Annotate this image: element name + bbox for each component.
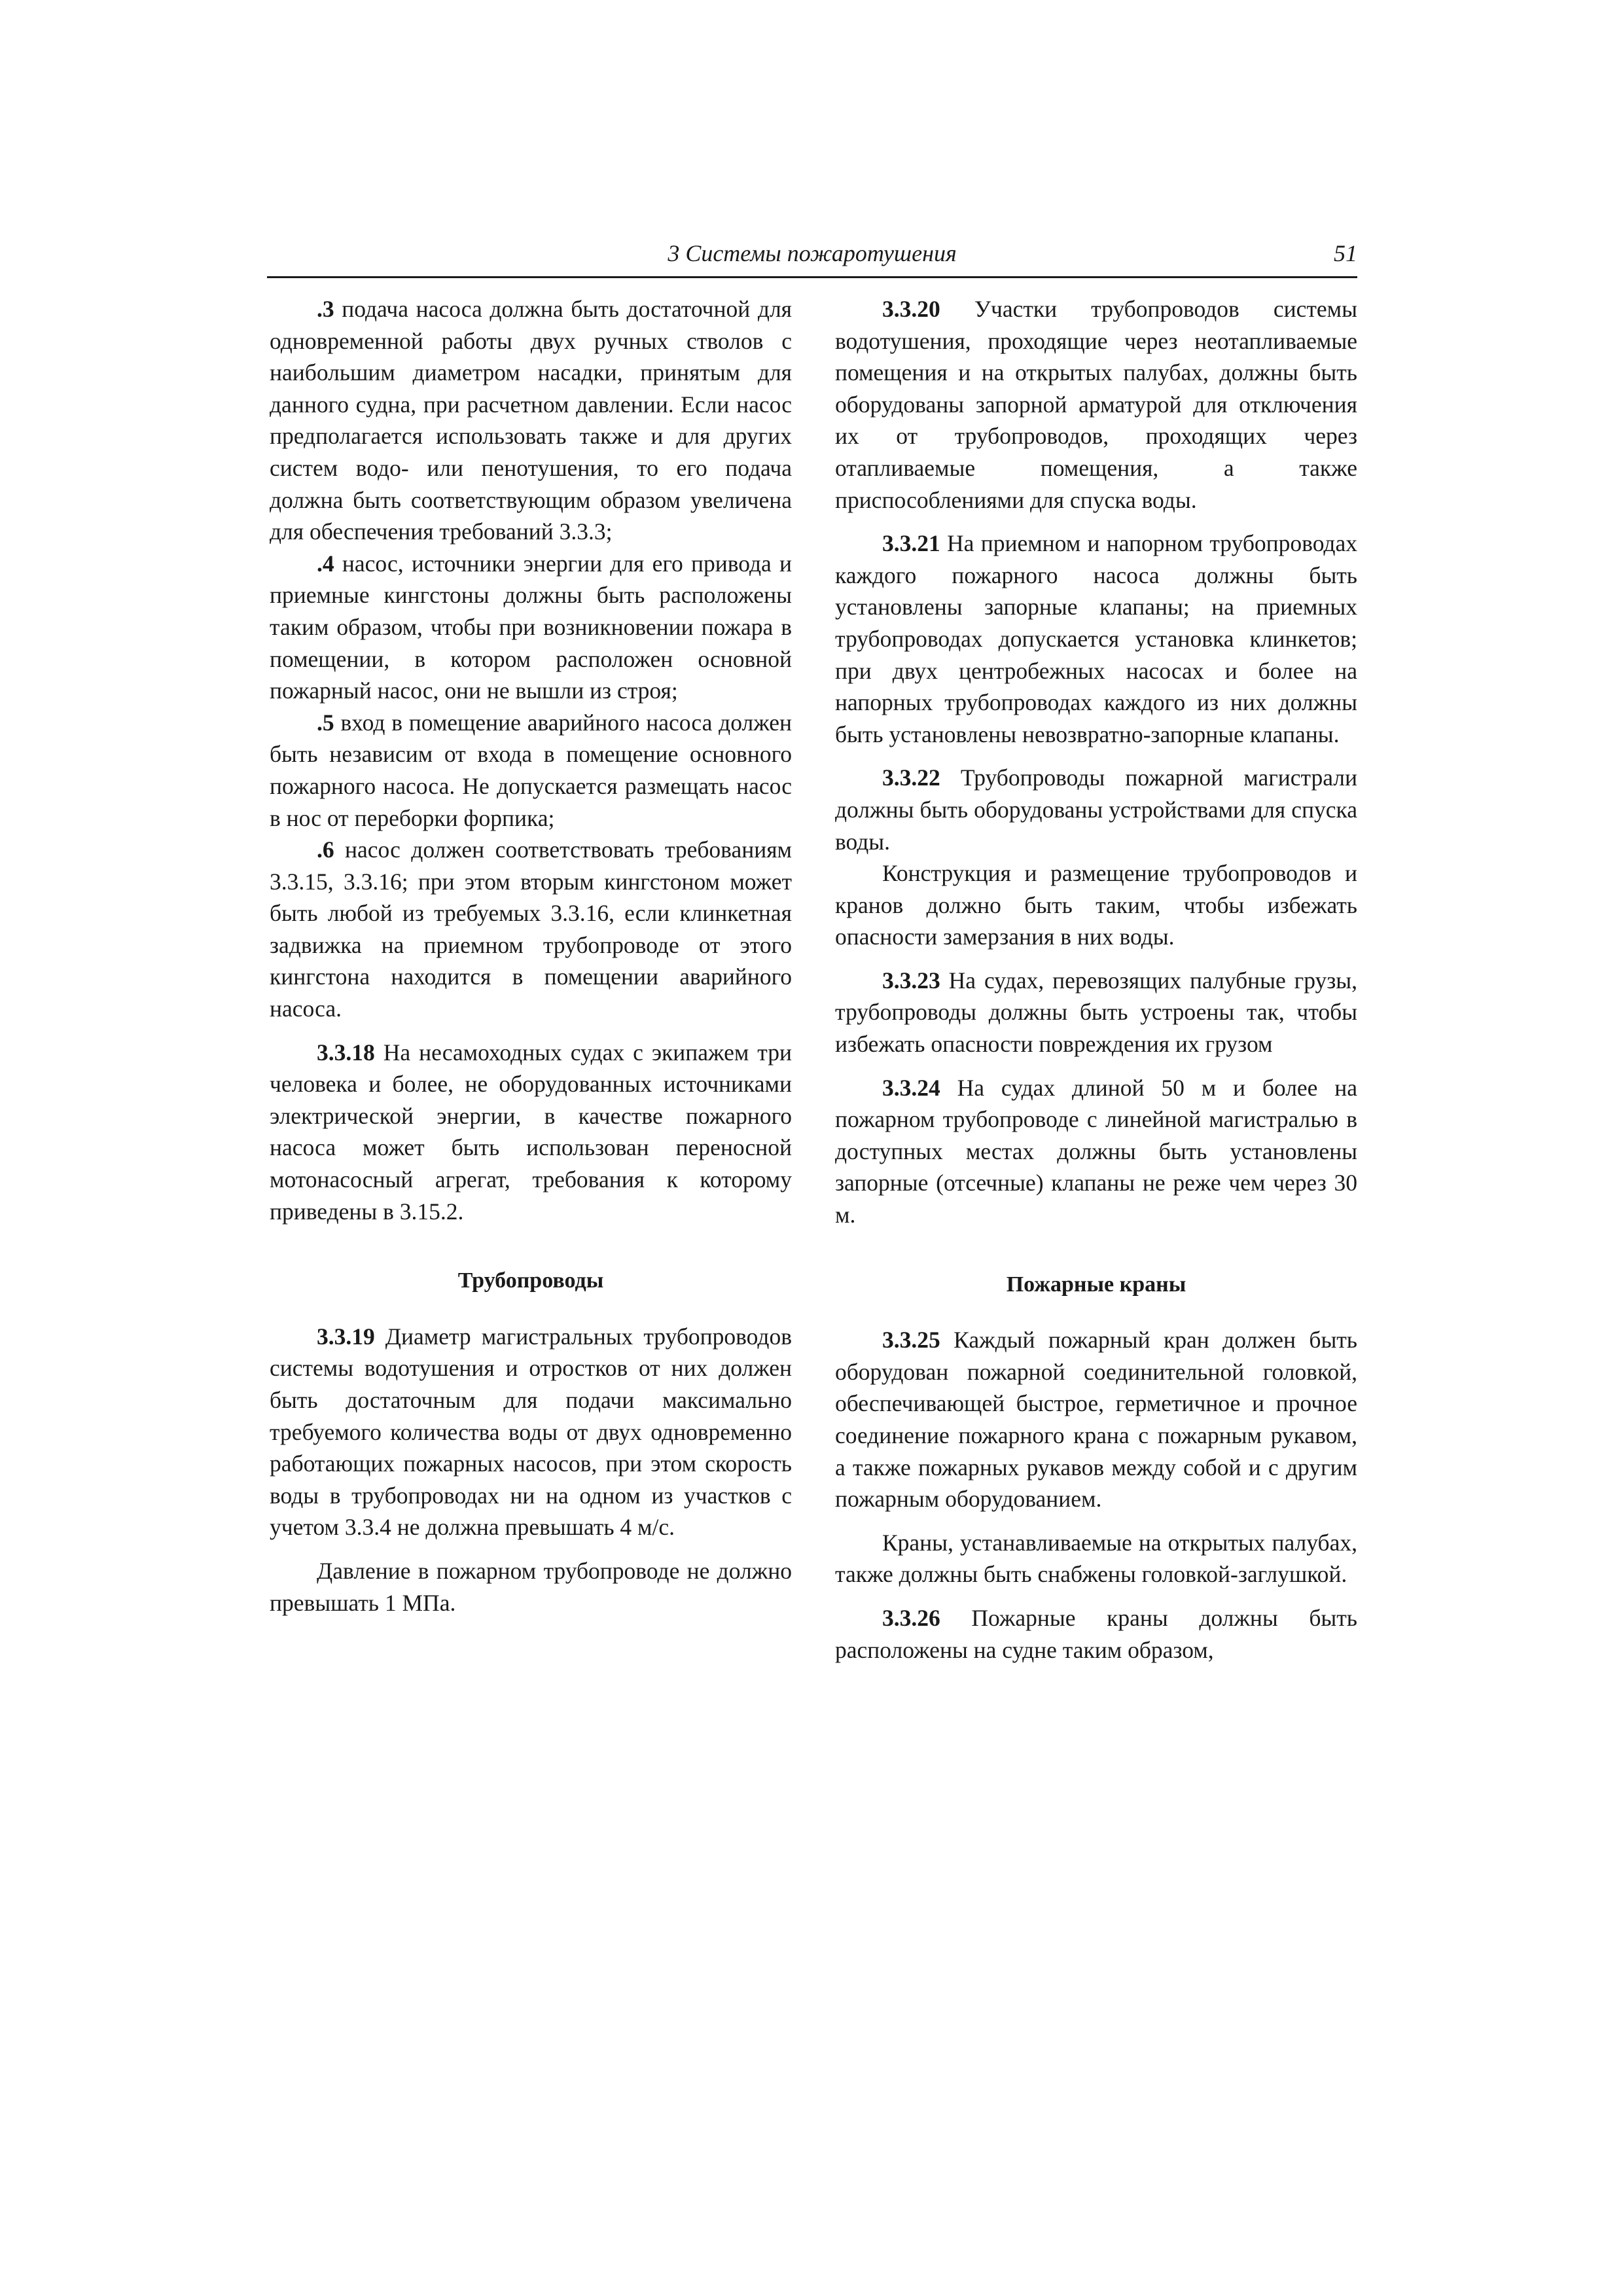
paragraph-text: Трубопроводы пожарной магистрали должны быть оборудованы устройствами для спуска воды.: [835, 764, 1357, 855]
clause-number: 3.3.20: [882, 296, 940, 322]
paragraph-text: Диаметр магистральных трубопроводов системы водотушения и отростков от них должен быть достаточным для подачи максимально требуемого количества воды от двух одновременно работающих пожарных насосов, при этом скорость воды в трубопроводах ни на одном из участков с учетом 3.3.4 не должна превышать 4 м/с.: [270, 1323, 792, 1541]
paragraph-text: насос, источники энергии для его привода и приемные кингстоны должны быть расположены таким образом, чтобы при возникновении пожара в помещении, в котором расположен основной пожарный насос, они не вышли из строя;: [270, 550, 793, 704]
section-heading-pipes: Трубопроводы: [457, 1268, 604, 1293]
clause-number: 3.3.23: [882, 967, 940, 994]
paragraph-text: вход в помещение аварийного насоса должен быть независим от входа в помещение основного пожарного насоса. Не допускается размещать насос в нос от переборки форпика;: [270, 709, 793, 831]
clause-number: 3.3.19: [317, 1323, 375, 1350]
paragraph-text: На судах длиной 50 м и более на пожарном трубопроводе с линейной магистралью в доступных местах должны быть установлены запорные (отсечные) клапаны не реже чем через 30 м.: [835, 1074, 1358, 1229]
item-number: .3: [317, 296, 334, 322]
clause-number: 3.3.21: [882, 530, 940, 557]
paragraph-text: На несамоходных судах с экипажем три человека и более, не оборудованных источниками электрической энергии, в качестве пожарного насоса может быть использован переносной мотонасосный агрегат, требования к которому приведены в 3.15.2.: [270, 1039, 792, 1225]
paragraph-text: подача насоса должна быть достаточной для одновременной работы двух ручных стволов с наибольшим диаметром насадки, принятым для данного судна, при расчетном давлении. Если насос предполагается использовать также и для других систем водо- или пенотушения, то его подача должна быть соответствующим образом увеличена для обеспечения требований 3.3.3;: [270, 296, 793, 545]
clause-number: 3.3.24: [882, 1074, 940, 1101]
paragraph-item-4: [270, 548, 792, 707]
item-number: .5: [317, 709, 334, 736]
clause-3-3-21: [835, 528, 1357, 750]
paragraph-text: На судах, перевозящих палубные грузы, трубопроводы должны быть устроены так, чтобы избежать опасности повреждения их грузом: [835, 967, 1358, 1058]
item-number: .4: [317, 550, 334, 577]
paragraph-hydrants-open-deck: Краны, устанавливаемые на открытых палубах, также должны быть снабжены головкой-заглушкой.: [835, 1529, 1357, 1588]
clause-number: 3.3.22: [882, 764, 940, 791]
clause-3-3-18: [270, 1037, 792, 1228]
chapter-title: 3 Системы пожаротушения: [668, 240, 957, 266]
paragraph-text: Участки трубопроводов системы водотушения, проходящие через неотапливаемые помещения и на открытых палубах, должны быть оборудованы запорной арматурой для отключения их от трубопроводов, проходящих через отапливаемые помещения, а также приспособлениями для спуска воды.: [835, 296, 1357, 513]
clause-number: 3.3.25: [882, 1327, 940, 1354]
clause-number: 3.3.26: [882, 1604, 940, 1631]
clause-3-3-19: [270, 1321, 792, 1543]
clause-3-3-24: [835, 1072, 1357, 1231]
item-number: .6: [317, 836, 334, 863]
paragraph-text: На приемном и напорном трубопроводах каждого пожарного насоса должны быть установлены запорные клапаны; на приемных трубопроводах допускается установка клинкетов; при двух центробежных насосах и более на напорных трубопроводах каждого из них должны быть установлены невозвратно-запорные клапаны.: [835, 530, 1357, 747]
paragraph-text: насос должен соответствовать требованиям 3.3.15, 3.3.16; при этом вторым кингстоном может быть любой из требуемых 3.3.16, если клинкетная задвижка на приемном трубопроводе от этого кингстона находится в помещении аварийного насоса.: [270, 836, 792, 1022]
paragraph-text: Каждый пожарный кран должен быть оборудован пожарной соединительной головкой, обеспечивающей быстрое, герметичное и прочное соединение пожарного крана с пожарным рукавом, а также пожарных рукавов между собой и с другим пожарным оборудованием.: [835, 1327, 1357, 1513]
clause-3-3-22: [835, 762, 1357, 857]
left-column: [270, 293, 792, 1619]
paragraph-pressure: Давление в пожарном трубопроводе не должно превышать 1 МПа.: [270, 1557, 792, 1616]
clause-3-3-20: [835, 293, 1357, 516]
clause-3-3-25: [835, 1324, 1357, 1515]
running-header: [267, 236, 1357, 278]
right-column: [835, 293, 1357, 1666]
clause-3-3-23: [835, 965, 1357, 1060]
paragraph-text: Пожарные краны должны быть расположены на судне таким образом,: [835, 1604, 1357, 1663]
paragraph-item-3: [270, 293, 792, 548]
section-heading-hydrants: Пожарные краны: [1006, 1272, 1186, 1297]
page-number: 51: [1334, 240, 1357, 266]
clause-3-3-26: [835, 1602, 1357, 1666]
paragraph-item-6: [270, 834, 792, 1025]
paragraph-construction: Конструкция и размещение трубопроводов и кранов должно быть таким, чтобы избежать опасности замерзания в них воды.: [835, 860, 1357, 950]
clause-number: 3.3.18: [317, 1039, 375, 1066]
paragraph-item-5: [270, 707, 792, 834]
